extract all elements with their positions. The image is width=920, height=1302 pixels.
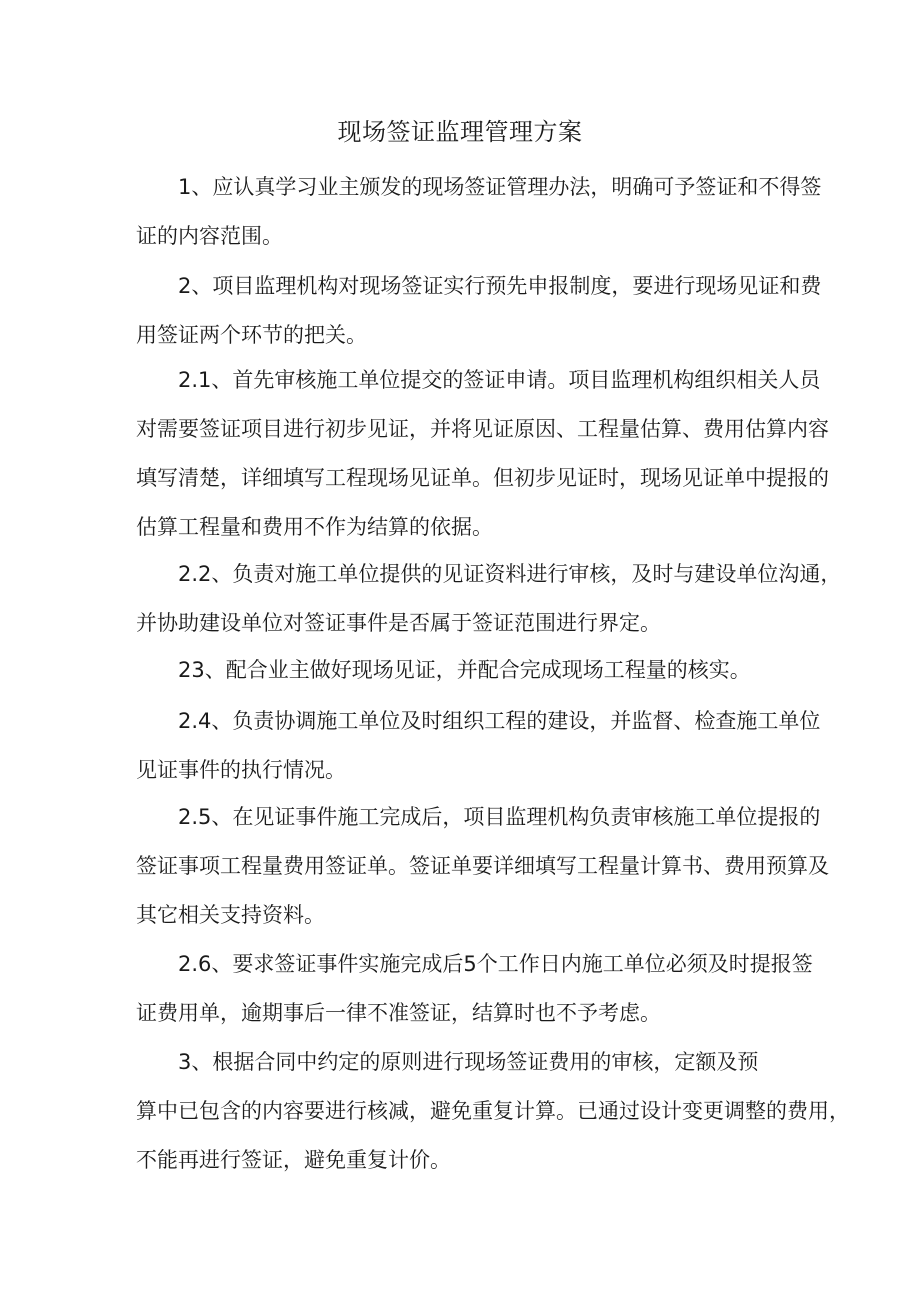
paragraph-2-3: [136, 646, 816, 695]
paragraph-line: 签证事项工程量费用签证单。签证单要详细填写工程量计算书、费用预算及: [136, 854, 829, 878]
paragraph-2-1: [136, 356, 829, 552]
paragraph-line: 算中已包含的内容要进行核减，避免重复计算。已通过设计变更调整的费用，: [136, 1099, 850, 1123]
paragraph-line: 3、根据合同中约定的原则进行现场签证费用的审核，定额及预: [178, 1050, 759, 1074]
paragraph-2-5: [136, 793, 829, 940]
paragraph-line: 用签证两个环节的把关。: [136, 323, 367, 347]
paragraph-line: 1、应认真学习业主颁发的现场签证管理办法，明确可予签证和不得签: [178, 175, 822, 199]
paragraph-line: 2、项目监理机构对现场签证实行预先申报制度，要进行现场见证和费: [178, 274, 822, 298]
paragraph-line: 见证事件的执行情况。: [136, 758, 346, 782]
paragraph-line: 其它相关支持资料。: [136, 903, 325, 927]
paragraph-line: 不能再进行签证，避免重复计价。: [136, 1148, 451, 1172]
paragraph-2-2: [136, 550, 842, 648]
paragraph-1: [136, 163, 822, 261]
paragraph-line: 并协助建设单位对签证事件是否属于签证范围进行界定。: [136, 611, 661, 635]
paragraph-line: 2.1、首先审核施工单位提交的签证申请。项目监理机构组织相关人员: [178, 368, 821, 392]
paragraph-line: 2.6、要求签证事件实施完成后5个工作日内施工单位必须及时提报签: [178, 952, 813, 976]
paragraph-line: 23、配合业主做好现场见证，并配合完成现场工程量的核实。: [178, 658, 751, 682]
document-title: 现场签证监理管理方案: [337, 118, 583, 146]
paragraph-line: 证的内容范围。: [136, 224, 283, 248]
paragraph-line: 对需要签证项目进行初步见证，并将见证原因、工程量估算、费用估算内容: [136, 417, 829, 441]
paragraph-2-6: [136, 940, 816, 1038]
paragraph-line: 2.4、负责协调施工单位及时组织工程的建设，并监督、检查施工单位: [178, 709, 821, 733]
paragraph-2-4: [136, 697, 821, 795]
paragraph-3: [136, 1038, 850, 1185]
paragraph-line: 2.2、负责对施工单位提供的见证资料进行审核，及时与建设单位沟通，: [178, 562, 842, 586]
paragraph-line: 估算工程量和费用不作为结算的依据。: [136, 515, 493, 539]
paragraph-line: 2.5、在见证事件施工完成后，项目监理机构负责审核施工单位提报的: [178, 805, 821, 829]
paragraph-2: [136, 262, 822, 360]
paragraph-line: 证费用单，逾期事后一律不准签证，结算时也不予考虑。: [136, 1001, 661, 1025]
paragraph-line: 填写清楚，详细填写工程现场见证单。但初步见证时，现场见证单中提报的: [136, 466, 829, 490]
